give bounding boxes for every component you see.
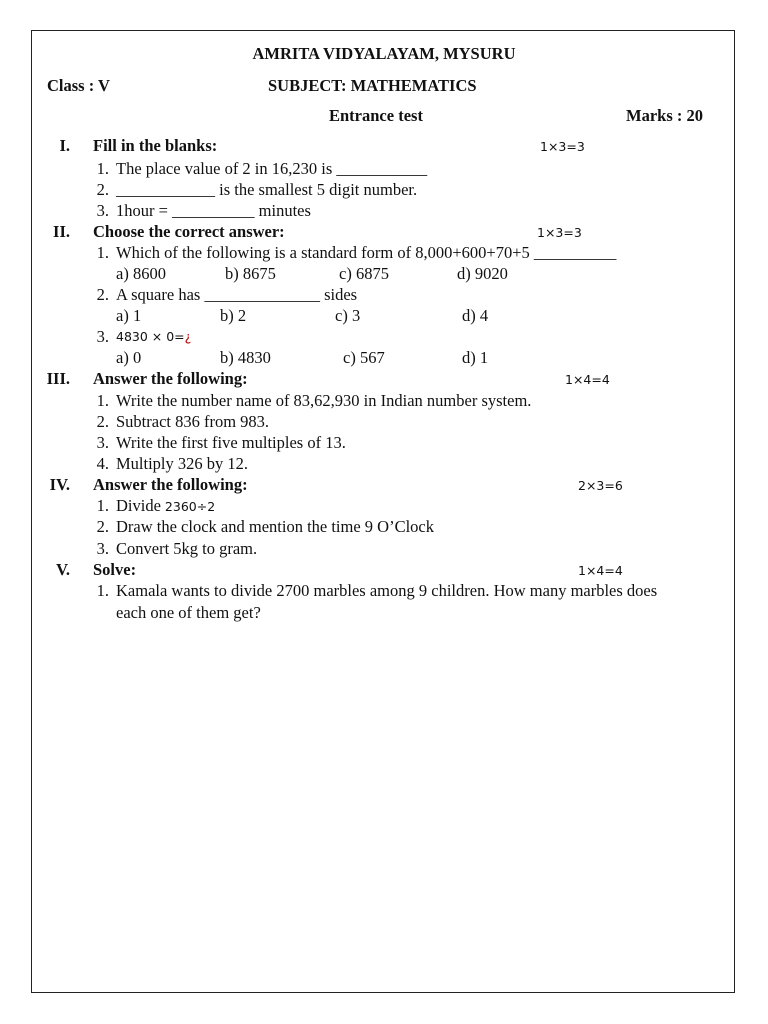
question-number: 2. — [96, 285, 109, 304]
question-number: 1. — [96, 159, 109, 178]
question-text: Write the first five multiples of 13. — [116, 433, 346, 452]
question-text: Multiply 326 by 12. — [116, 454, 249, 473]
class-label: Class : V — [47, 76, 110, 95]
question-number: 2. — [96, 517, 109, 536]
question-text: Subtract 836 from 983. — [116, 412, 270, 431]
option-b: b) 2 — [220, 306, 247, 325]
subject-label: SUBJECT: MATHEMATICS — [268, 76, 477, 95]
option-c: c) 3 — [335, 306, 361, 325]
option-b: b) 8675 — [225, 264, 276, 283]
question-text: The place value of 2 in 16,230 is ___________ — [116, 159, 428, 178]
option-a: a) 1 — [116, 306, 142, 325]
section-title: Fill in the blanks: — [93, 136, 218, 155]
question-text: Write the number name of 83,62,930 in Indian number system. — [116, 391, 532, 410]
section-numeral: I. — [59, 136, 70, 155]
question-text: ____________ is the smallest 5 digit number. — [116, 180, 418, 199]
question-lead: Divide — [116, 496, 161, 515]
question-text: Convert 5kg to gram. — [116, 539, 258, 558]
section-numeral: III. — [46, 369, 70, 388]
broken-symbol: ¿ — [184, 329, 192, 344]
question-text: Which of the following is a standard form of 8,000+600+70+5 __________ — [116, 243, 617, 262]
question-number: 3. — [96, 201, 109, 220]
test-name: Entrance test — [329, 106, 423, 125]
question-text: Kamala wants to divide 2700 marbles among 9 children. How many marbles does — [116, 581, 658, 600]
question-number: 1. — [96, 391, 109, 410]
section-title: Solve: — [93, 560, 137, 579]
option-d: d) 4 — [462, 306, 489, 325]
math-expression — [116, 328, 191, 346]
question-number: 3. — [96, 433, 109, 452]
question-number: 2. — [96, 412, 109, 431]
option-d: d) 9020 — [457, 264, 508, 283]
school-name: AMRITA VIDYALAYAM, MYSURU — [252, 44, 516, 63]
question-number: 3. — [96, 327, 109, 346]
section-marks: 1×4=4 — [565, 372, 610, 387]
option-b: b) 4830 — [220, 348, 271, 367]
section-numeral: II. — [53, 222, 70, 241]
section-marks: 1×3=3 — [540, 139, 585, 154]
question-text — [116, 496, 215, 516]
expression-text: 4830 × 0= — [116, 329, 185, 344]
total-marks: Marks : 20 — [626, 106, 703, 125]
option-a: a) 0 — [116, 348, 142, 367]
section-title: Answer the following: — [93, 475, 248, 494]
option-d: d) 1 — [462, 348, 489, 367]
section-marks: 2×3=6 — [578, 478, 623, 493]
question-number: 1. — [96, 581, 109, 600]
question-number: 1. — [96, 243, 109, 262]
section-marks: 1×4=4 — [578, 563, 623, 578]
section-numeral: V. — [56, 560, 70, 579]
option-a: a) 8600 — [116, 264, 166, 283]
division-expression: 2360÷2 — [164, 499, 216, 514]
question-number: 2. — [96, 180, 109, 199]
option-c: c) 567 — [343, 348, 385, 367]
question-number: 4. — [96, 454, 109, 473]
question-text-continued: each one of them get? — [116, 603, 261, 622]
option-c: c) 6875 — [339, 264, 389, 283]
section-title: Answer the following: — [93, 369, 248, 388]
question-text: Draw the clock and mention the time 9 O’Clock — [116, 517, 434, 536]
section-marks: 1×3=3 — [537, 225, 582, 240]
question-text: A square has ______________ sides — [116, 285, 358, 304]
section-title: Choose the correct answer: — [93, 222, 285, 241]
question-number: 1. — [96, 496, 109, 515]
section-numeral: IV. — [49, 475, 70, 494]
question-text: 1hour = __________ minutes — [116, 201, 311, 220]
question-number: 3. — [96, 539, 109, 558]
